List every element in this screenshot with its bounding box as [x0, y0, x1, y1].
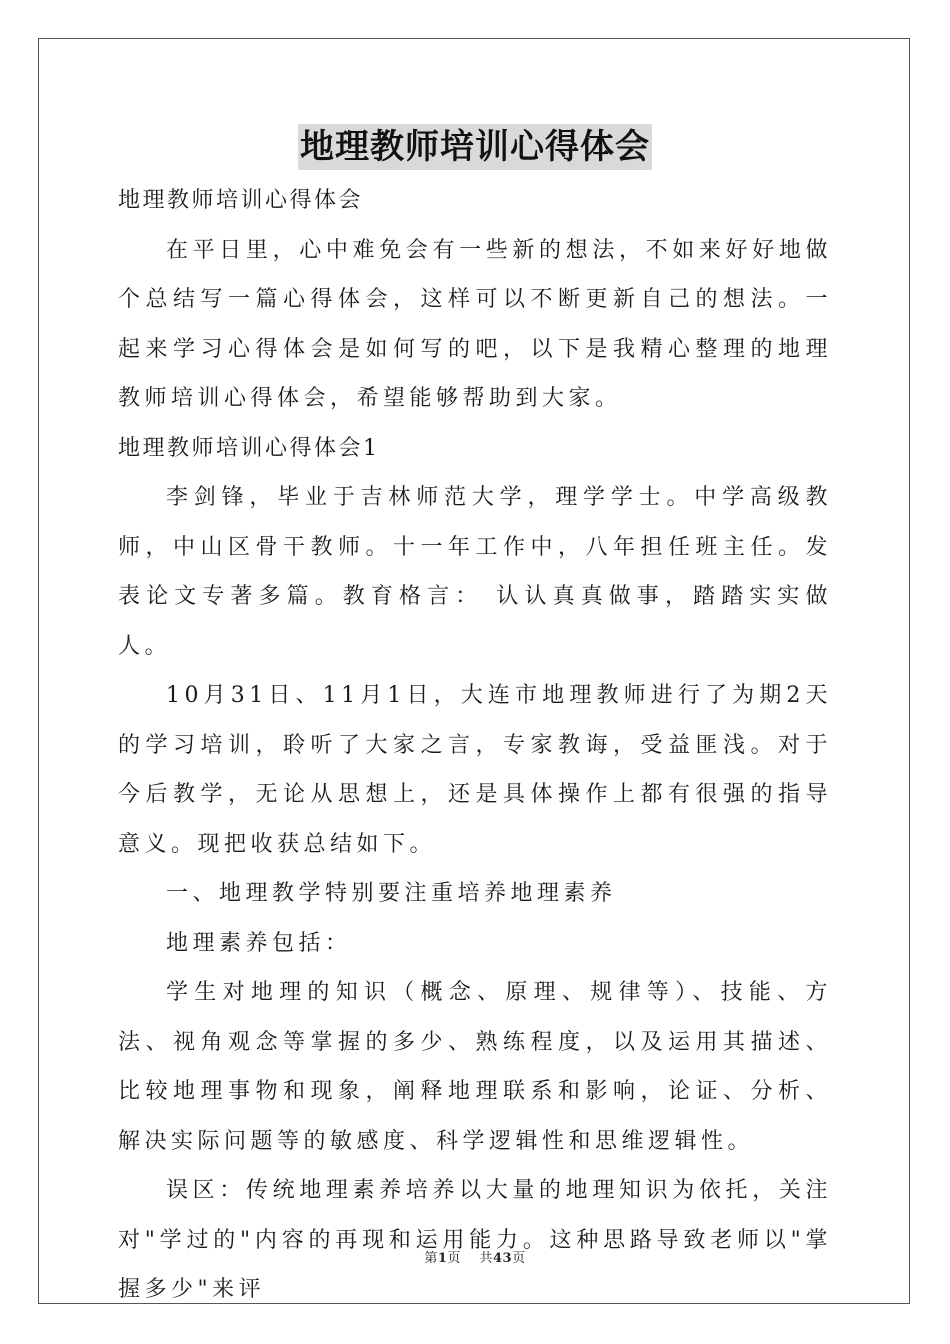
paragraph-author-bio: 李剑锋，毕业于吉林师范大学，理学学士。中学高级教师，中山区骨干教师。十一年工作中，八年担任班主任。发表论文专著多篇。教育格言： 认认真真做事，踏踏实实做人。 — [118, 485, 832, 659]
footer-total-pages: 43 — [492, 1251, 513, 1266]
paragraph-misconception: 误区：传统地理素养培养以大量的地理知识为依托，关注对"学过的"内容的再现和运用能力。这种思路导致老师以"掌握多少"来评 — [118, 1178, 832, 1302]
paragraph-literacy-definition: 学生对地理的知识（概念、原理、规律等）、技能、方法、视角观念等掌握的多少、熟练程度，以及运用其描述、比较地理事物和现象，阐释地理联系和影响，论证、分析、解决实际问题等的敏感度、科学逻辑性和思维逻辑性。 — [118, 980, 832, 1154]
section-heading-1: 地理教师培训心得体会1 — [118, 435, 380, 461]
paragraph-intro: 在平日里，心中难免会有一些新的想法，不如来好好地做个总结写一篇心得体会，这样可以不断更新自己的想法。一起来学习心得体会是如何写的吧，以下是我精心整理的地理教师培训心得体会，希望能够帮助到大家。 — [118, 237, 832, 411]
footer-prefix: 第 — [424, 1251, 438, 1266]
footer-middle: 页 共 — [447, 1251, 493, 1266]
footer-suffix: 页 — [512, 1251, 526, 1266]
document-body — [118, 176, 832, 1315]
footer-current-page: 1 — [437, 1251, 448, 1266]
paragraph-training-summary: 10月31日、11月1日，大连市地理教师进行了为期2天的学习培训，聆听了大家之言，专家教诲，受益匪浅。对于今后教学，无论从思想上，还是具体操作上都有很强的指导意义。现把收获总结如下。 — [118, 683, 832, 857]
page-footer — [0, 1247, 950, 1266]
paragraph-subtitle: 地理教师培训心得体会 — [118, 188, 364, 213]
document-title: 地理教师培训心得体会 — [298, 124, 652, 170]
paragraph-literacy-label: 地理素养包括： — [166, 930, 352, 956]
paragraph-point-one: 一、地理教学特别要注重培养地理素养 — [166, 881, 617, 906]
title-area — [0, 124, 950, 170]
